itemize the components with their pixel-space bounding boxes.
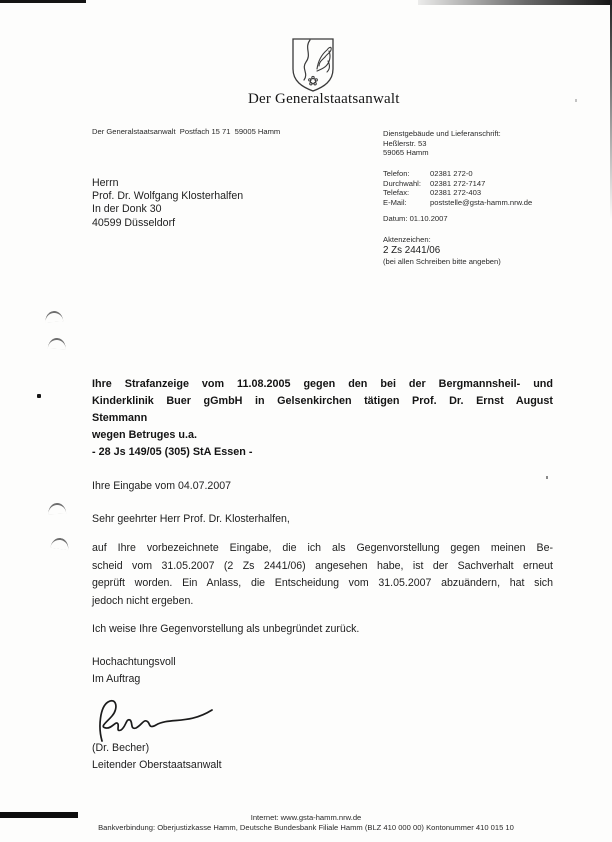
margin-pen-mark [48, 338, 67, 350]
recipient-line: In der Donk 30 [92, 203, 162, 216]
subject-line: Stemmann [92, 412, 148, 425]
footer-internet-line: Internet: www.gsta-hamm.nrw.de [250, 813, 362, 822]
subject-line: - 28 Js 149/05 (305) StA Essen - [92, 446, 253, 459]
page-footer [0, 813, 612, 833]
sender-return-line: Der Generalstaatsanwalt Postfach 15 71 59005 Hamm [92, 127, 281, 136]
signature-block [92, 740, 222, 775]
margin-pen-mark [45, 310, 64, 322]
recipient-line: Prof. Dr. Wolfgang Klosterhalfen [92, 190, 244, 203]
contact-value: 02381 272-403 [430, 188, 482, 198]
margin-pen-mark [48, 503, 67, 515]
scan-artifact-top-left [0, 0, 86, 3]
subject-block [92, 376, 553, 461]
scan-speck [546, 476, 548, 479]
signature-title: Leitender Oberstaatsanwalt [92, 759, 222, 772]
body-line: auf Ihre vorbezeichnete Eingabe, die ich als Gegenvorstellung gegen meinen Be- [92, 542, 553, 554]
signature-name: (Dr. Becher) [92, 742, 150, 754]
per-pro: Im Auftrag [92, 673, 141, 686]
footer-bank-line: Bankverbindung: Oberjustizkasse Hamm, Deutsche Bundesbank Filiale Hamm (BLZ 410 000 00) Kontonummer 410 015 10 [98, 823, 514, 833]
subject-line: Ihre Strafanzeige vom 11.08.2005 gegen den bei der Bergmannsheil- und [92, 378, 553, 390]
decision-line: Ich weise Ihre Gegenvorstellung als unbegründet zurück. [92, 623, 360, 635]
scan-speck [575, 99, 577, 102]
contact-label: Durchwahl: [383, 178, 421, 188]
body-line: geprüft worden. Ein Anlass, die Entscheidung vom 31.05.2007 abzuändern, hat sich [92, 577, 553, 590]
file-reference-number: 2 Zs 2441/06 [383, 244, 441, 256]
date-line: Datum: 01.10.2007 [383, 214, 448, 223]
subject-line: wegen Betruges u.a. [92, 429, 197, 442]
letterhead-title: Der Generalstaatsanwalt [248, 91, 400, 107]
contact-label: E-Mail: [383, 197, 407, 207]
file-reference-note: (bei allen Schreiben bitte angeben) [383, 256, 501, 266]
valediction: Hochachtungsvoll [92, 656, 176, 668]
file-reference-label: Aktenzeichen: [383, 235, 431, 244]
body-line: scheid vom 31.05.2007 (2 Zs 2441/06) angesehen habe, ist der Sachverhalt erneut [92, 559, 553, 572]
scan-artifact-top-right [418, 0, 612, 5]
recipient-address [92, 177, 243, 230]
reference-line: Ihre Eingabe vom 04.07.2007 [92, 480, 231, 492]
salutation: Sehr geehrter Herr Prof. Dr. Klosterhalfen, [92, 513, 290, 525]
contact-value: 02381 272-7147 [430, 178, 486, 188]
contact-value: poststelle@gsta-hamm.nrw.de [430, 197, 533, 207]
margin-pen-dot [37, 394, 41, 398]
contact-label: Telefon: [383, 169, 410, 178]
contact-value: 02381 272-0 [430, 169, 473, 178]
body-paragraph [92, 540, 553, 611]
office-address-heading: Dienstgebäude und Lieferanschrift: [383, 129, 501, 138]
recipient-line: Herrn [92, 177, 119, 189]
office-address-line: Heßlerstr. 53 [383, 138, 427, 148]
nrw-coat-of-arms-icon [288, 37, 338, 98]
recipient-line: 40599 Düsseldorf [92, 216, 176, 229]
contact-row [383, 179, 532, 189]
office-contacts-block [383, 169, 532, 207]
subject-line: Kinderklinik Buer gGmbH in Gelsenkirchen tätigen Prof. Dr. Ernst August [92, 395, 553, 408]
office-address-line: 59065 Hamm [383, 148, 429, 158]
contact-row [383, 169, 532, 179]
margin-pen-mark [50, 537, 69, 550]
closing-block [92, 654, 176, 689]
contact-row [383, 198, 532, 208]
office-address-block [383, 129, 501, 158]
contact-row [383, 188, 532, 198]
file-reference-block [383, 235, 501, 266]
contact-label: Telefax: [383, 188, 410, 198]
body-line: jedoch nicht ergeben. [92, 595, 194, 608]
